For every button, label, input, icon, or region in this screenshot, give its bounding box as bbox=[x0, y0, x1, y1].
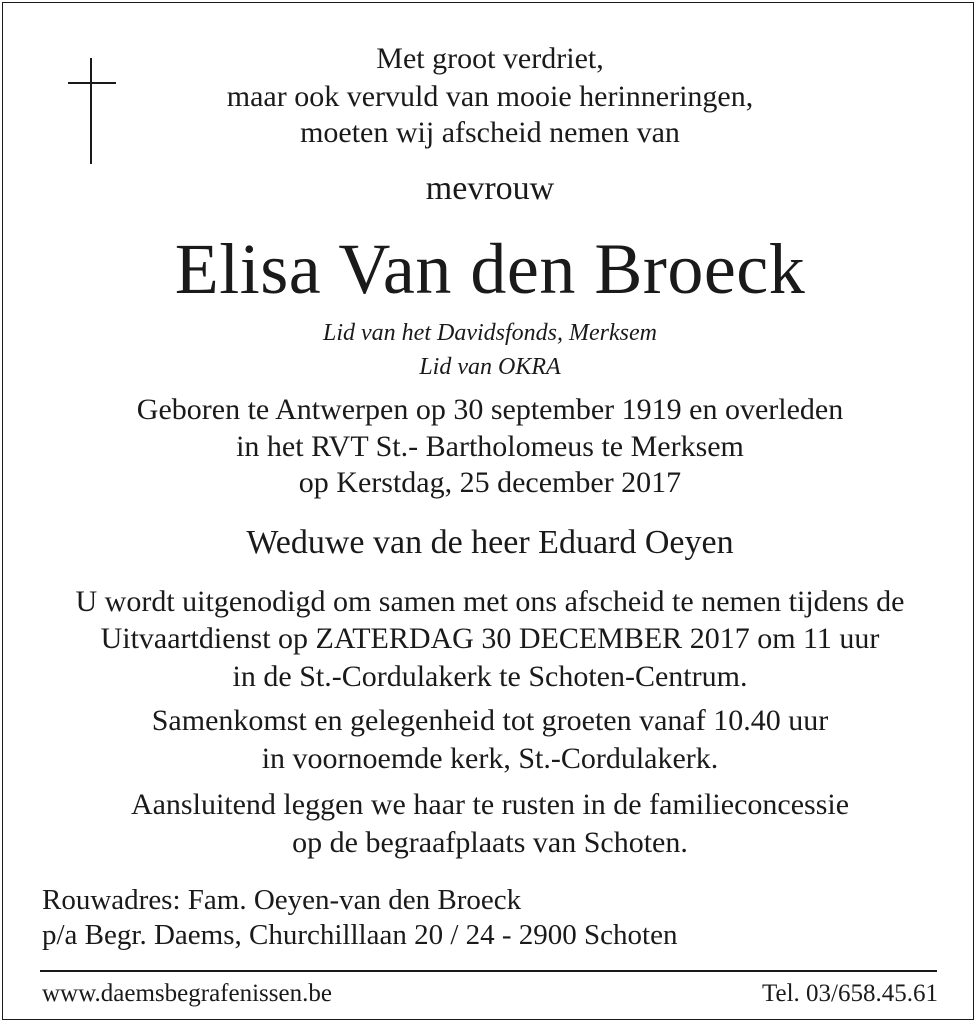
notice-border bbox=[2, 2, 974, 1020]
membership-line-1: Lid van het Davidsfonds, Merksem bbox=[323, 320, 657, 346]
burial-line-2: op de begraafplaats van Schoten. bbox=[292, 826, 688, 859]
birth-death-line-2: in het RVT St.- Bartholomeus te Merksem bbox=[236, 430, 744, 463]
membership-line-2: Lid van OKRA bbox=[419, 354, 561, 380]
intro-line-3: moeten wij afscheid nemen van bbox=[300, 116, 680, 149]
burial-line-1: Aansluitend leggen we haar te rusten in de familieconcessie bbox=[130, 788, 850, 821]
intro-line-1: Met groot verdriet, bbox=[376, 42, 604, 75]
widow-of: Weduwe van de heer Eduard Oeyen bbox=[246, 524, 734, 561]
invitation-line-1: U wordt uitgenodigd om samen met ons afscheid te nemen tijdens de bbox=[75, 585, 905, 618]
deceased-name: Elisa Van den Broeck bbox=[174, 229, 806, 309]
footer-divider bbox=[40, 970, 937, 972]
invitation-line-2: Uitvaartdienst op ZATERDAG 30 DECEMBER 2017 om 11 uur bbox=[100, 622, 880, 655]
footer-phone: Tel. 03/658.45.61 bbox=[761, 980, 938, 1007]
intro-line-2: maar ook vervuld van mooie herinneringen, bbox=[226, 80, 754, 113]
footer-website: www.daemsbegrafenissen.be bbox=[42, 980, 332, 1007]
birth-death-line-3: op Kerstdag, 25 december 2017 bbox=[298, 466, 682, 499]
salutation: mevrouw bbox=[425, 170, 555, 207]
gathering-line-2: in voornoemde kerk, St.-Cordulakerk. bbox=[261, 742, 719, 775]
gathering-line-1: Samenkomst en gelegenheid tot groeten vanaf 10.40 uur bbox=[151, 704, 829, 737]
address-line-2: p/a Begr. Daems, Churchilllaan 20 / 24 - 2900 Schoten bbox=[42, 919, 678, 951]
invitation-line-3: in de St.-Cordulakerk te Schoten-Centrum. bbox=[232, 660, 748, 693]
birth-death-line-1: Geboren te Antwerpen op 30 september 1919 en overleden bbox=[136, 393, 844, 426]
address-line-1: Rouwadres: Fam. Oeyen-van den Broeck bbox=[42, 884, 522, 916]
